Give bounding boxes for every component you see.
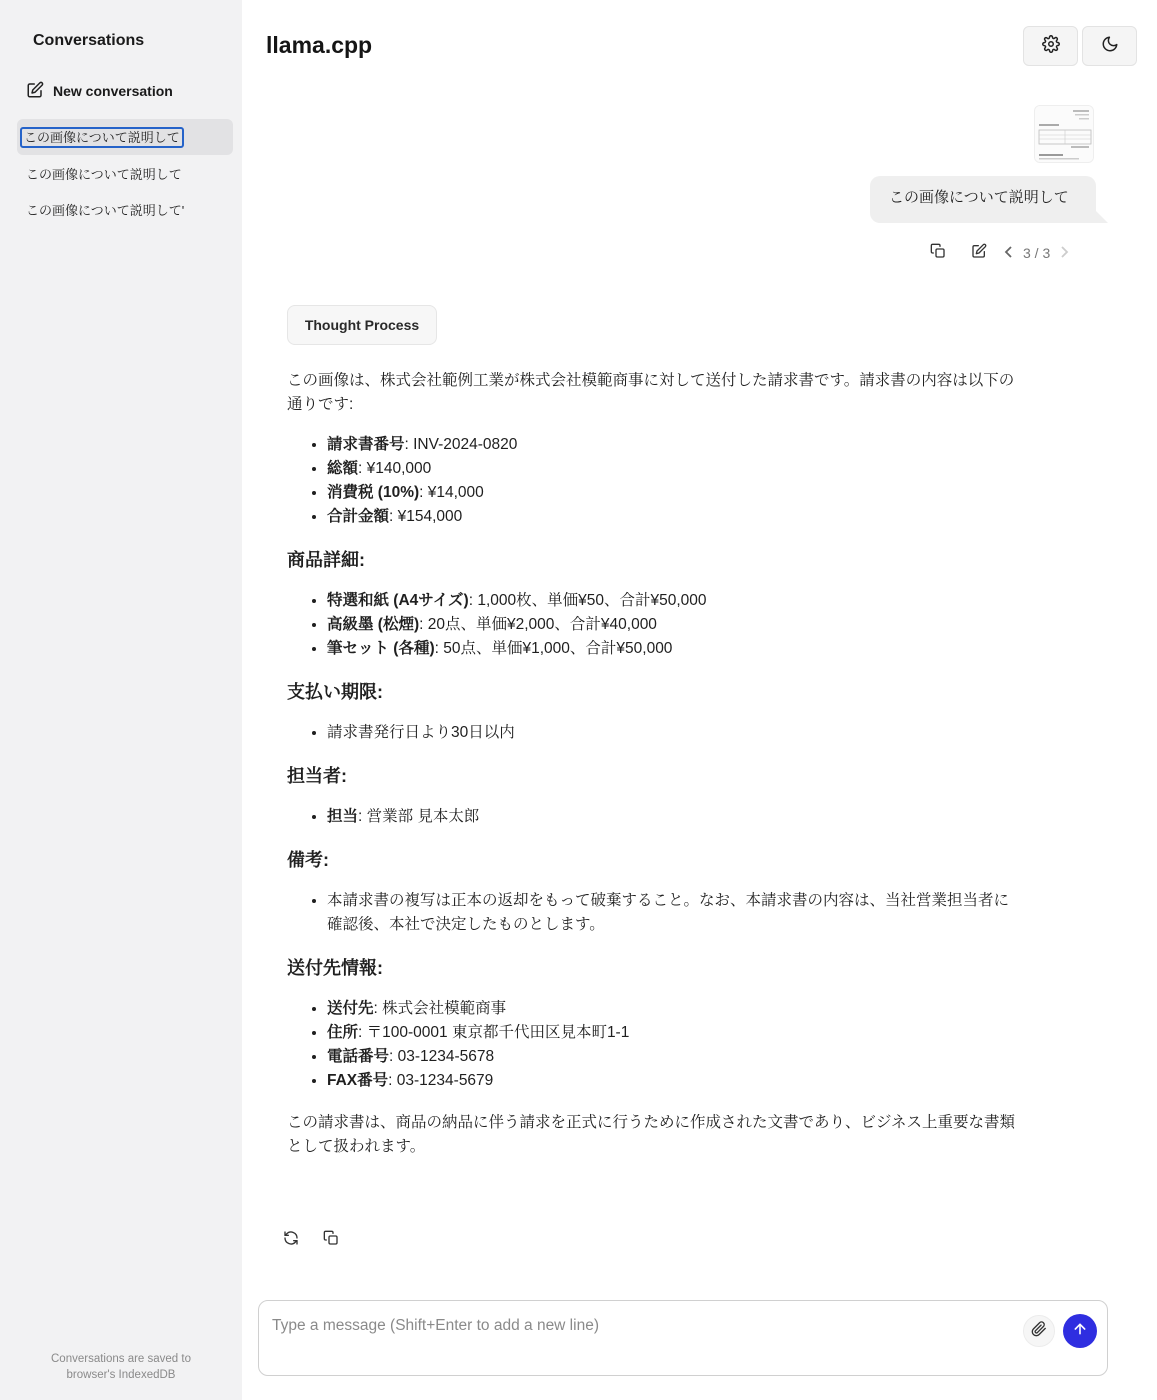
- recipient-list: [327, 997, 1017, 1093]
- item-label: 請求書番号: [327, 436, 405, 453]
- conversation-item[interactable]: [17, 191, 233, 227]
- list-item: [327, 1021, 1017, 1045]
- item-label: 送付先: [327, 1000, 374, 1017]
- gear-icon: [1042, 35, 1060, 58]
- chat-input-box: [258, 1300, 1108, 1376]
- item-value: : 〒100-0001 東京都千代田区見本町1-1: [358, 1024, 630, 1041]
- item-value: : 03-1234-5678: [389, 1048, 495, 1065]
- item-value: : INV-2024-0820: [404, 436, 518, 453]
- item-label: 担当: [327, 808, 359, 825]
- attach-file-button[interactable]: [1023, 1315, 1055, 1347]
- message-input[interactable]: [259, 1301, 1009, 1375]
- storage-note-line: browser's IndexedDB: [66, 1369, 176, 1381]
- edit-message-button[interactable]: [969, 243, 989, 263]
- assistant-outro: この請求書は、商品の納品に伴う請求を正式に行うために作成された文書であり、ビジネス上重要な書類として扱われます。: [287, 1114, 1016, 1155]
- storage-note-line: Conversations are saved to: [51, 1353, 191, 1365]
- list-item: [327, 637, 1017, 661]
- copy-icon: [323, 1230, 339, 1251]
- refresh-icon: [283, 1230, 299, 1251]
- item-value: : 営業部 見本太郎: [358, 808, 480, 825]
- sidebar-title: Conversations: [33, 32, 145, 49]
- item-label: 電話番号: [327, 1048, 390, 1065]
- notes-list: [327, 889, 1017, 937]
- conversation-item[interactable]: [17, 155, 233, 191]
- item-value: : 03-1234-5679: [388, 1072, 494, 1089]
- conversation-item-label: この画像について説明して: [20, 127, 184, 148]
- new-conversation-button[interactable]: [26, 81, 173, 101]
- item-label: 住所: [327, 1024, 359, 1041]
- pager-label: 3 / 3: [1023, 245, 1051, 261]
- item-label: FAX番号: [327, 1072, 389, 1089]
- regenerate-button[interactable]: [281, 1230, 301, 1250]
- storage-note: [0, 1351, 242, 1383]
- list-item: [327, 589, 1017, 613]
- item-value: : ¥14,000: [419, 484, 484, 501]
- edit-icon: [971, 243, 987, 264]
- conversation-item-label: この画像について説明して': [26, 202, 185, 218]
- message-pager: [1003, 245, 1070, 262]
- edit-icon: [26, 81, 44, 102]
- item-label: 高級墨 (松煙): [327, 616, 420, 633]
- copy-button[interactable]: [928, 243, 948, 263]
- item-label: 消費税 (10%): [327, 484, 420, 501]
- paperclip-icon: [1031, 1321, 1047, 1342]
- list-item: • 本請求書の複写は正本の返却をもって破棄すること。なお、本請求書の内容は、当社営業担当者に確認後、本社で決定したものとします。: [327, 889, 1017, 937]
- conversation-item[interactable]: [17, 119, 233, 155]
- user-message-actions: [928, 243, 1070, 263]
- sidebar: [0, 0, 242, 1400]
- list-item: [327, 457, 1017, 481]
- item-label: 合計金額: [327, 508, 390, 525]
- theme-toggle-button[interactable]: [1082, 26, 1137, 66]
- contact-list: [327, 805, 1017, 829]
- attached-image-thumbnail[interactable]: [1034, 105, 1094, 163]
- list-item: [327, 613, 1017, 637]
- list-item: [327, 433, 1017, 457]
- products-heading: 商品詳細:: [287, 550, 365, 570]
- thought-process-button[interactable]: Thought Process: [287, 305, 437, 345]
- payment-heading: 支払い期限:: [287, 682, 383, 702]
- user-message-bubble: この画像について説明して: [870, 176, 1096, 223]
- contact-heading: 担当者:: [287, 766, 347, 786]
- notes-heading: 備考:: [287, 850, 329, 870]
- list-item: [327, 997, 1017, 1021]
- item-value: : ¥140,000: [358, 460, 432, 477]
- list-item: • 請求書発行日より30日以内: [327, 721, 1017, 745]
- item-label: 総額: [327, 460, 359, 477]
- moon-icon: [1101, 35, 1119, 58]
- item-value: : 20点、単価¥2,000、合計¥40,000: [419, 616, 657, 633]
- send-button[interactable]: [1063, 1314, 1097, 1348]
- arrow-up-icon: [1072, 1321, 1088, 1342]
- payment-list: [327, 721, 1017, 745]
- item-label: 特選和紙 (A4サイズ): [327, 592, 469, 609]
- list-item: [327, 1069, 1017, 1093]
- chevron-right-icon[interactable]: [1058, 245, 1070, 262]
- copy-button[interactable]: [321, 1230, 341, 1250]
- item-value: : 50点、単価¥1,000、合計¥50,000: [434, 640, 673, 657]
- assistant-message-actions: [281, 1230, 341, 1250]
- conversation-list: [17, 119, 233, 227]
- list-item: [327, 505, 1017, 529]
- app-title: llama.cpp: [266, 32, 373, 58]
- item-value: : ¥154,000: [389, 508, 463, 525]
- copy-icon: [930, 243, 946, 264]
- list-item: [327, 481, 1017, 505]
- list-item: [327, 1045, 1017, 1069]
- recipient-heading: 送付先情報:: [287, 958, 383, 978]
- conversation-item-label: この画像について説明して: [26, 166, 182, 182]
- list-item: [327, 805, 1017, 829]
- assistant-intro: この画像は、株式会社範例工業が株式会社模範商事に対して送付した請求書です。請求書の内容は以下の通りです:: [287, 372, 1015, 413]
- products-list: [327, 589, 1017, 661]
- chevron-left-icon[interactable]: [1003, 245, 1015, 262]
- assistant-message: [287, 369, 1017, 1175]
- item-label: 筆セット (各種): [327, 640, 435, 657]
- new-conversation-label: New conversation: [53, 83, 173, 99]
- item-value: : 株式会社模範商事: [373, 1000, 507, 1017]
- settings-button[interactable]: [1023, 26, 1078, 66]
- item-value: : 1,000枚、単価¥50、合計¥50,000: [468, 592, 707, 609]
- invoice-summary-list: [327, 433, 1017, 529]
